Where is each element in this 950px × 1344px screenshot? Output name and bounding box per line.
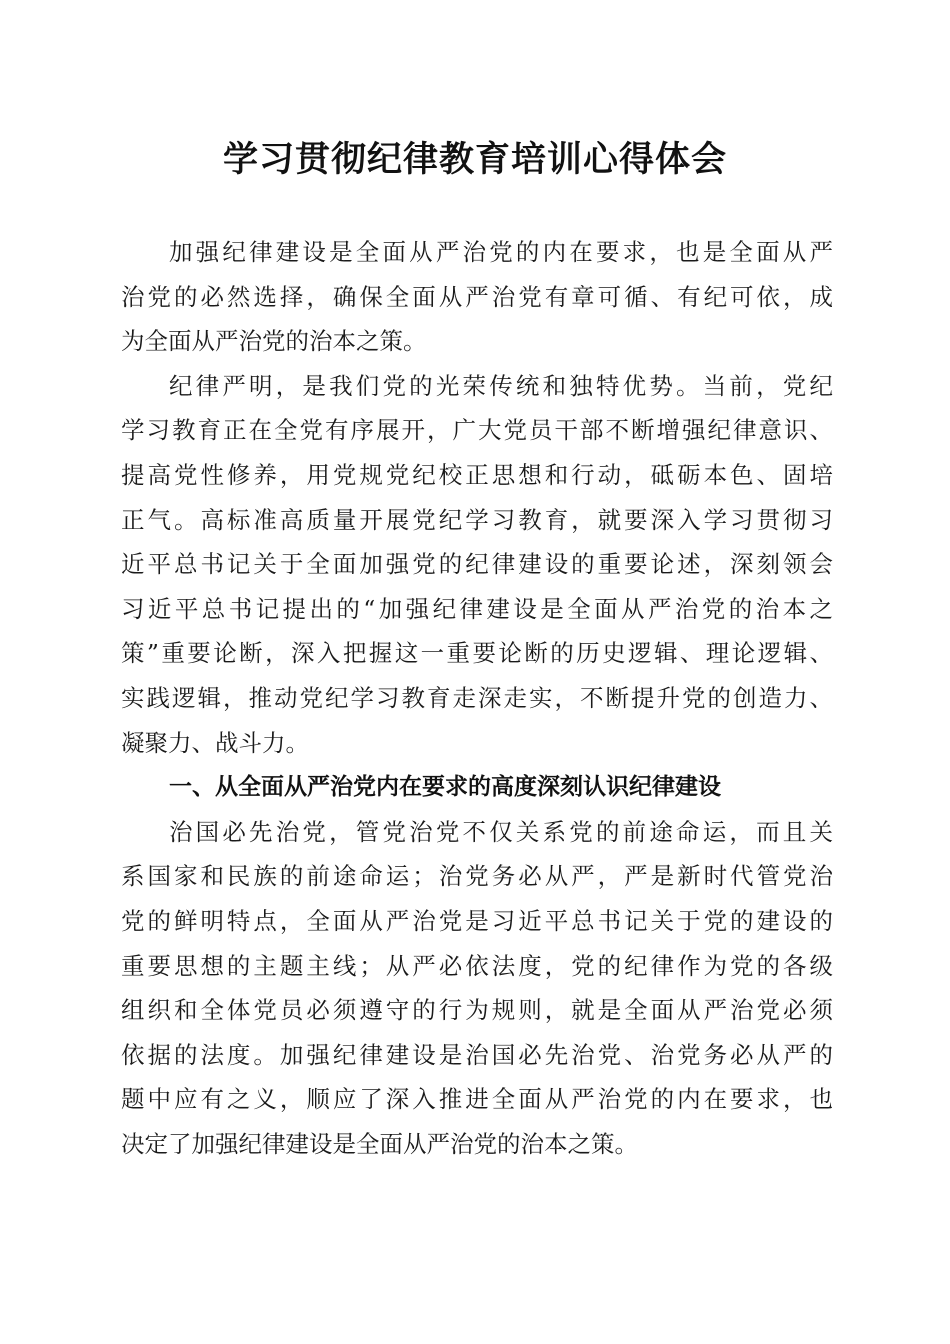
- section-heading: 一、从全面从严治党内在要求的高度深刻认识纪律建设: [169, 774, 721, 801]
- paragraph-line: 近平总书记关于全面加强党的纪律建设的重要论述，深刻领会: [121, 550, 833, 579]
- paragraph-line: 凝聚力、战斗力。: [121, 728, 309, 757]
- paragraph-line: 为全面从严治党的治本之策。: [121, 327, 427, 356]
- paragraph-line: 正气。高标准高质量开展党纪学习教育，就要深入学习贯彻习: [121, 505, 833, 534]
- paragraph-line: 策”重要论断，深入把握这一重要论断的历史逻辑、理论逻辑、: [121, 639, 833, 668]
- paragraph-line: 系国家和民族的前途命运；治党务必从严，严是新时代管党治: [121, 862, 833, 891]
- paragraph-line: 组织和全体党员必须遵守的行为规则，就是全面从严治党必须: [121, 996, 833, 1025]
- paragraph-line: 纪律严明，是我们党的光荣传统和独特优势。当前，党纪: [169, 371, 833, 400]
- paragraph-line: 依据的法度。加强纪律建设是治国必先治党、治党务必从严的: [121, 1040, 833, 1069]
- paragraph-line: 加强纪律建设是全面从严治党的内在要求，也是全面从严: [169, 238, 833, 266]
- paragraph-line: 决定了加强纪律建设是全面从严治党的治本之策。: [121, 1129, 638, 1158]
- paragraph-line: 实践逻辑，推动党纪学习教育走深走实，不断提升党的创造力、: [121, 683, 833, 712]
- paragraph-2: [121, 364, 833, 765]
- section-paragraph: [121, 810, 833, 1167]
- document-body: [121, 230, 833, 1166]
- paragraph-line: 题中应有之义，顺应了深入推进全面从严治党的内在要求，也: [121, 1085, 833, 1114]
- paragraph-1: [121, 230, 833, 364]
- paragraph-line: 习近平总书记提出的“加强纪律建设是全面从严治党的治本之: [121, 594, 833, 623]
- paragraph-line: 重要思想的主题主线；从严必依法度，党的纪律作为党的各级: [121, 951, 833, 980]
- paragraph-line: 治党的必然选择，确保全面从严治党有章可循、有纪可依，成: [121, 282, 833, 311]
- paragraph-line: 党的鲜明特点，全面从严治党是习近平总书记关于党的建设的: [121, 906, 833, 935]
- paragraph-line: 学习教育正在全党有序展开，广大党员干部不断增强纪律意识、: [121, 416, 833, 445]
- document-title: 学习贯彻纪律教育培训心得体会: [222, 139, 727, 180]
- paragraph-line: 提高党性修养，用党规党纪校正思想和行动，砥砺本色、固培: [121, 460, 833, 489]
- paragraph-line: 治国必先治党，管党治党不仅关系党的前途命运，而且关: [169, 817, 833, 846]
